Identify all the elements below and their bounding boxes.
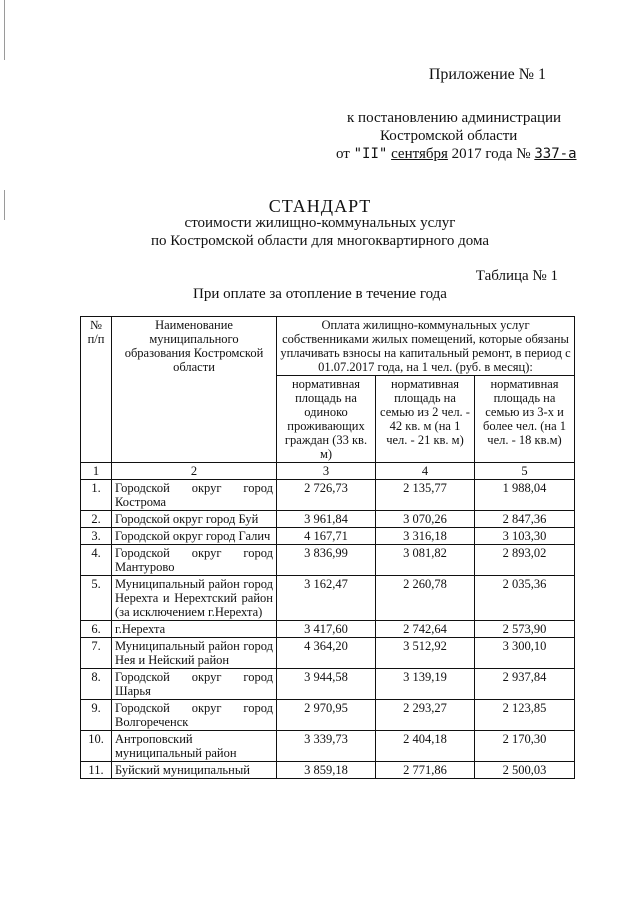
document-title: СТАНДАРТ — [268, 196, 372, 216]
cost-two-persons: 3 081,82 — [376, 545, 475, 576]
tariff-table — [80, 316, 575, 779]
header-single-person: нормативная площадь на одиноко проживающих граждан (33 кв. м) — [277, 376, 376, 463]
column-number: 2 — [112, 463, 277, 480]
municipality-name: Городской округ город Кострома — [112, 480, 277, 511]
row-number: 11. — [81, 762, 112, 779]
table-row — [81, 638, 575, 669]
cost-single-person: 3 961,84 — [277, 511, 376, 528]
scan-edge-mark — [4, 0, 5, 60]
cost-three-plus: 3 300,10 — [475, 638, 575, 669]
decree-from: от — [336, 146, 350, 162]
cost-single-person: 3 417,60 — [277, 621, 376, 638]
municipality-name: Антроповский муниципальный район — [112, 731, 277, 762]
column-number: 3 — [277, 463, 376, 480]
table-row — [81, 621, 575, 638]
cost-two-persons: 3 512,92 — [376, 638, 475, 669]
row-number: 1. — [81, 480, 112, 511]
cost-single-person: 3 339,73 — [277, 731, 376, 762]
table-row — [81, 576, 575, 621]
table-row — [81, 669, 575, 700]
cost-two-persons: 2 135,77 — [376, 480, 475, 511]
table-caption: При оплате за отопление в течение года — [193, 286, 447, 302]
row-number: 6. — [81, 621, 112, 638]
municipality-name: Городской округ город Мантурово — [112, 545, 277, 576]
column-number: 5 — [475, 463, 575, 480]
column-number-row — [81, 463, 575, 480]
cost-two-persons: 2 742,64 — [376, 621, 475, 638]
cost-two-persons: 3 070,26 — [376, 511, 475, 528]
row-number: 7. — [81, 638, 112, 669]
header-no: № п/п — [81, 317, 112, 463]
cost-two-persons: 3 316,18 — [376, 528, 475, 545]
table-row — [81, 511, 575, 528]
row-number: 10. — [81, 731, 112, 762]
table-row — [81, 762, 575, 779]
table-row — [81, 528, 575, 545]
table-row — [81, 731, 575, 762]
decree-number: 337-а — [534, 146, 577, 162]
row-number: 4. — [81, 545, 112, 576]
cost-three-plus: 2 573,90 — [475, 621, 575, 638]
municipality-name: Городской округ город Буй — [112, 511, 277, 528]
cost-three-plus: 2 500,03 — [475, 762, 575, 779]
cost-two-persons: 2 771,86 — [376, 762, 475, 779]
municipality-name: г.Нерехта — [112, 621, 277, 638]
cost-three-plus: 2 035,36 — [475, 576, 575, 621]
decree-date-line — [336, 146, 577, 163]
cost-two-persons: 2 404,18 — [376, 731, 475, 762]
municipality-name: Городской округ город Шарья — [112, 669, 277, 700]
title-subline-2: по Костромской области для многоквартирного дома — [150, 233, 490, 249]
cost-single-person: 2 970,95 — [277, 700, 376, 731]
municipality-name: Муниципальный район город Нея и Нейский район — [112, 638, 277, 669]
row-number: 3. — [81, 528, 112, 545]
municipality-name: Муниципальный район город Нерехта и Нерехтский район (за исключением г.Нерехта) — [112, 576, 277, 621]
table-number: Таблица № 1 — [475, 268, 558, 284]
decree-line-2: Костромской области — [380, 128, 518, 144]
row-number: 5. — [81, 576, 112, 621]
cost-three-plus: 2 170,30 — [475, 731, 575, 762]
cost-two-persons: 3 139,19 — [376, 669, 475, 700]
cost-three-plus: 2 937,84 — [475, 669, 575, 700]
cost-single-person: 3 859,18 — [277, 762, 376, 779]
decree-day: "II" — [353, 146, 388, 162]
table-row — [81, 480, 575, 511]
header-payment: Оплата жилищно-коммунальных услуг собственниками жилых помещений, которые обязаны уплачивать взносы на капитальный ремонт, в период с 01.07.2017 года, на 1 чел. (руб. в месяц): — [277, 317, 575, 376]
municipality-name: Городской округ город Волгореченск — [112, 700, 277, 731]
cost-single-person: 4 167,71 — [277, 528, 376, 545]
municipality-name: Городской округ город Галич — [112, 528, 277, 545]
cost-two-persons: 2 293,27 — [376, 700, 475, 731]
row-number: 9. — [81, 700, 112, 731]
header-three-plus: нормативная площадь на семью из 3-х и более чел. (на 1 чел. - 18 кв.м) — [475, 376, 575, 463]
table-row — [81, 545, 575, 576]
decree-line-1: к постановлению администрации — [347, 110, 562, 126]
table-row — [81, 700, 575, 731]
title-subline-1: стоимости жилищно-коммунальных услуг — [184, 215, 456, 231]
cost-single-person: 3 944,58 — [277, 669, 376, 700]
cost-single-person: 2 726,73 — [277, 480, 376, 511]
column-number: 4 — [376, 463, 475, 480]
cost-single-person: 4 364,20 — [277, 638, 376, 669]
header-municipality: Наименование муниципального образования Костромской области — [112, 317, 277, 463]
cost-three-plus: 1 988,04 — [475, 480, 575, 511]
cost-three-plus: 3 103,30 — [475, 528, 575, 545]
cost-three-plus: 2 847,36 — [475, 511, 575, 528]
cost-three-plus: 2 893,02 — [475, 545, 575, 576]
municipality-name: Буйский муниципальный — [112, 762, 277, 779]
cost-single-person: 3 162,47 — [277, 576, 376, 621]
row-number: 2. — [81, 511, 112, 528]
header-two-persons: нормативная площадь на семью из 2 чел. - 42 кв. м (на 1 чел. - 21 кв. м) — [376, 376, 475, 463]
table-header-row — [81, 317, 575, 376]
cost-two-persons: 2 260,78 — [376, 576, 475, 621]
cost-single-person: 3 836,99 — [277, 545, 376, 576]
appendix-label: Приложение № 1 — [428, 66, 546, 83]
row-number: 8. — [81, 669, 112, 700]
decree-month: сентября — [391, 146, 448, 162]
column-number: 1 — [81, 463, 112, 480]
decree-year: 2017 года № — [451, 146, 531, 162]
cost-three-plus: 2 123,85 — [475, 700, 575, 731]
